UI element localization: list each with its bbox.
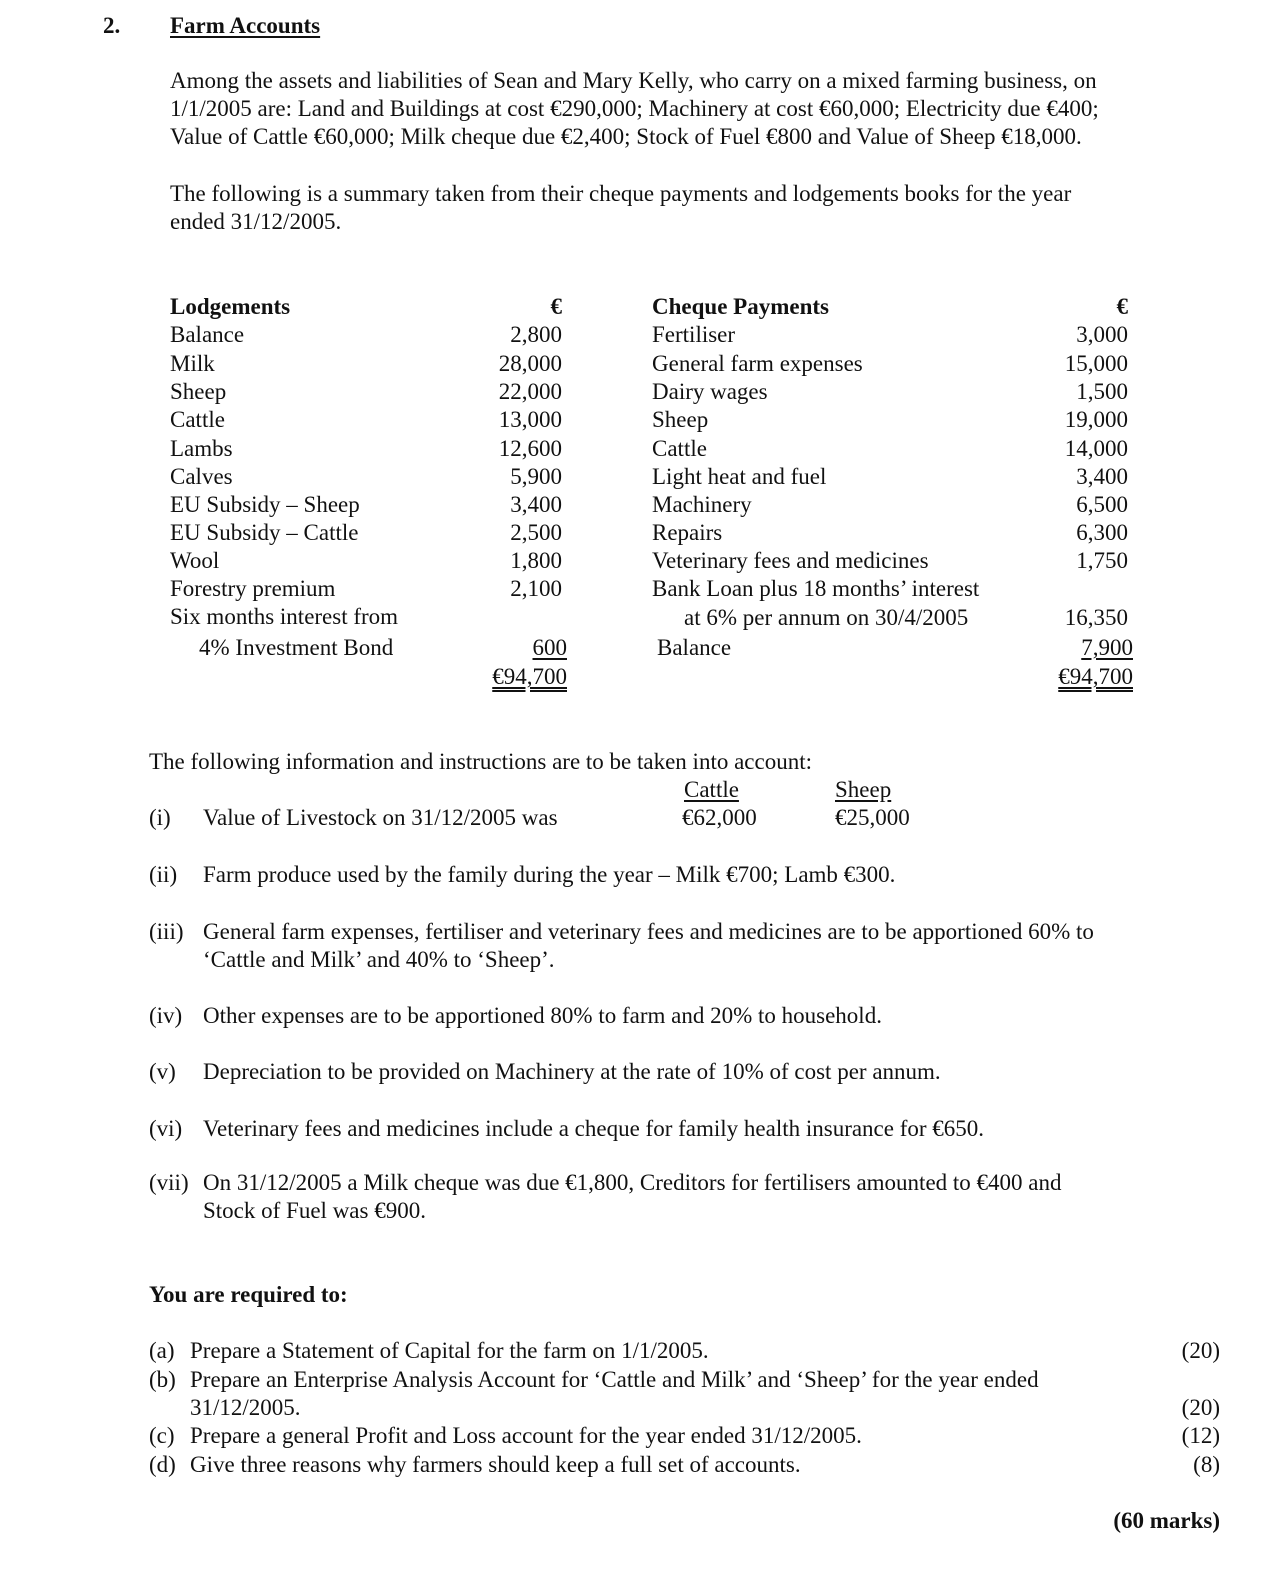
info-cattle-value: €62,000 bbox=[682, 805, 757, 830]
payment-amount: 14,000 bbox=[1064, 436, 1128, 461]
task-letter: (a) bbox=[149, 1338, 175, 1363]
task-marks: (8) bbox=[1193, 1452, 1220, 1477]
payment-label: Machinery bbox=[652, 492, 752, 517]
payments-loan-label-2: at 6% per annum on 30/4/2005 bbox=[684, 605, 969, 630]
info-item-line-1: Farm produce used by the family during the year – Milk €700; Lamb €300. bbox=[203, 862, 896, 887]
payment-label: General farm expenses bbox=[652, 351, 863, 376]
lodgement-amount: 2,500 bbox=[510, 520, 562, 545]
info-item-number: (i) bbox=[149, 805, 171, 830]
lodgement-label: Sheep bbox=[170, 379, 227, 404]
lodgement-amount: 13,000 bbox=[498, 407, 562, 432]
payment-label: Repairs bbox=[652, 520, 723, 545]
lodgement-label: EU Subsidy – Cattle bbox=[170, 520, 359, 545]
info-item-number: (vi) bbox=[149, 1116, 183, 1141]
lodgements-interest-label-1: Six months interest from bbox=[170, 604, 399, 629]
question-number: 2. bbox=[103, 13, 121, 38]
intro-line-1: Among the assets and liabilities of Sean and Mary Kelly, who carry on a mixed farming business, on bbox=[170, 68, 1097, 93]
info-item-line-2: Stock of Fuel was €900. bbox=[203, 1198, 426, 1223]
payment-label: Dairy wages bbox=[652, 379, 768, 404]
info-item-line-1: Other expenses are to be apportioned 80% to farm and 20% to household. bbox=[203, 1003, 882, 1028]
info-item-line-1: On 31/12/2005 a Milk cheque was due €1,800, Creditors for fertilisers amounted to €400 and bbox=[203, 1170, 1062, 1195]
lodgement-amount: 3,400 bbox=[510, 492, 562, 517]
info-item-line-1: Value of Livestock on 31/12/2005 was bbox=[203, 805, 558, 830]
info-item-line-1: Veterinary fees and medicines include a cheque for family health insurance for €650. bbox=[203, 1116, 985, 1141]
lodgement-label: Milk bbox=[170, 351, 215, 376]
intro-line-2: 1/1/2005 are: Land and Buildings at cost €290,000; Machinery at cost €60,000; Electricity due €400; bbox=[170, 96, 1099, 121]
payment-label: Light heat and fuel bbox=[652, 464, 827, 489]
summary-line-1: The following is a summary taken from their cheque payments and lodgements books for the year bbox=[170, 181, 1072, 206]
task-line-2: 31/12/2005. bbox=[190, 1395, 301, 1420]
lodgement-label: Balance bbox=[170, 322, 245, 347]
info-item-line-1: General farm expenses, fertiliser and veterinary fees and medicines are to be apportioned 60% to bbox=[203, 919, 1094, 944]
lodgement-label: Calves bbox=[170, 464, 233, 489]
lodgement-label: Cattle bbox=[170, 407, 225, 432]
question-title: Farm Accounts bbox=[170, 13, 321, 38]
info-item-line-1: Depreciation to be provided on Machinery at the rate of 10% of cost per annum. bbox=[203, 1059, 941, 1084]
summary-line-2: ended 31/12/2005. bbox=[170, 209, 342, 234]
lodgements-interest-label-2: 4% Investment Bond bbox=[199, 635, 394, 660]
info-sheep-heading: Sheep bbox=[835, 777, 892, 802]
lodgement-label: Forestry premium bbox=[170, 576, 336, 601]
payments-balance-amount: 7,900 bbox=[1081, 635, 1133, 660]
info-item-line-2: ‘Cattle and Milk’ and 40% to ‘Sheep’. bbox=[203, 947, 555, 972]
payment-label: Sheep bbox=[652, 407, 709, 432]
lodgement-amount: 1,800 bbox=[510, 548, 562, 573]
info-item-number: (ii) bbox=[149, 862, 178, 887]
task-marks: (12) bbox=[1181, 1423, 1220, 1448]
lodgement-amount: 22,000 bbox=[498, 379, 562, 404]
task-marks: (20) bbox=[1181, 1338, 1220, 1363]
payment-label: Fertiliser bbox=[652, 322, 736, 347]
task-line-1: Give three reasons why farmers should keep a full set of accounts. bbox=[190, 1452, 801, 1477]
info-intro: The following information and instructions are to be taken into account: bbox=[149, 749, 812, 774]
task-marks: (20) bbox=[1181, 1395, 1220, 1420]
info-item-number: (iv) bbox=[149, 1003, 183, 1028]
task-letter: (d) bbox=[149, 1452, 176, 1477]
total-marks: (60 marks) bbox=[1113, 1508, 1220, 1533]
payments-balance-label: Balance bbox=[657, 635, 732, 660]
payment-amount: 1,500 bbox=[1076, 379, 1128, 404]
lodgement-label: Wool bbox=[170, 548, 220, 573]
payment-amount: 3,000 bbox=[1076, 322, 1128, 347]
lodgements-currency: € bbox=[550, 294, 562, 319]
lodgement-label: EU Subsidy – Sheep bbox=[170, 492, 360, 517]
info-cattle-heading: Cattle bbox=[684, 777, 739, 802]
task-letter: (b) bbox=[149, 1367, 176, 1392]
intro-line-3: Value of Cattle €60,000; Milk cheque due €2,400; Stock of Fuel €800 and Value of Sheep €18,000. bbox=[170, 124, 1082, 149]
lodgement-amount: 5,900 bbox=[510, 464, 562, 489]
payments-total: €94,700 bbox=[1058, 664, 1133, 689]
required-heading: You are required to: bbox=[149, 1282, 348, 1307]
payment-label: Veterinary fees and medicines bbox=[652, 548, 929, 573]
payment-label: Cattle bbox=[652, 436, 707, 461]
lodgement-amount: 28,000 bbox=[498, 351, 562, 376]
info-sheep-value: €25,000 bbox=[835, 805, 910, 830]
lodgement-amount: 2,800 bbox=[510, 322, 562, 347]
payment-amount: 3,400 bbox=[1076, 464, 1128, 489]
payments-loan-label-1: Bank Loan plus 18 months’ interest bbox=[652, 576, 980, 601]
payment-amount: 1,750 bbox=[1076, 548, 1128, 573]
lodgement-amount: 2,100 bbox=[510, 576, 562, 601]
payments-loan-amount: 16,350 bbox=[1064, 605, 1128, 630]
payments-heading: Cheque Payments bbox=[652, 294, 829, 319]
lodgement-amount: 12,600 bbox=[498, 436, 562, 461]
lodgements-heading: Lodgements bbox=[170, 294, 291, 319]
task-letter: (c) bbox=[149, 1423, 175, 1448]
payment-amount: 6,300 bbox=[1076, 520, 1128, 545]
payments-currency: € bbox=[1116, 294, 1128, 319]
task-line-1: Prepare an Enterprise Analysis Account for ‘Cattle and Milk’ and ‘Sheep’ for the year ended bbox=[190, 1367, 1039, 1392]
payment-amount: 19,000 bbox=[1064, 407, 1128, 432]
info-item-number: (vii) bbox=[149, 1170, 189, 1195]
task-line-1: Prepare a Statement of Capital for the farm on 1/1/2005. bbox=[190, 1338, 709, 1363]
lodgement-label: Lambs bbox=[170, 436, 233, 461]
lodgements-interest-amount: 600 bbox=[532, 635, 567, 660]
info-item-number: (iii) bbox=[149, 919, 184, 944]
payment-amount: 6,500 bbox=[1076, 492, 1128, 517]
payment-amount: 15,000 bbox=[1064, 351, 1128, 376]
task-line-1: Prepare a general Profit and Loss account for the year ended 31/12/2005. bbox=[190, 1423, 862, 1448]
info-item-number: (v) bbox=[149, 1059, 176, 1084]
lodgements-total: €94,700 bbox=[492, 664, 567, 689]
